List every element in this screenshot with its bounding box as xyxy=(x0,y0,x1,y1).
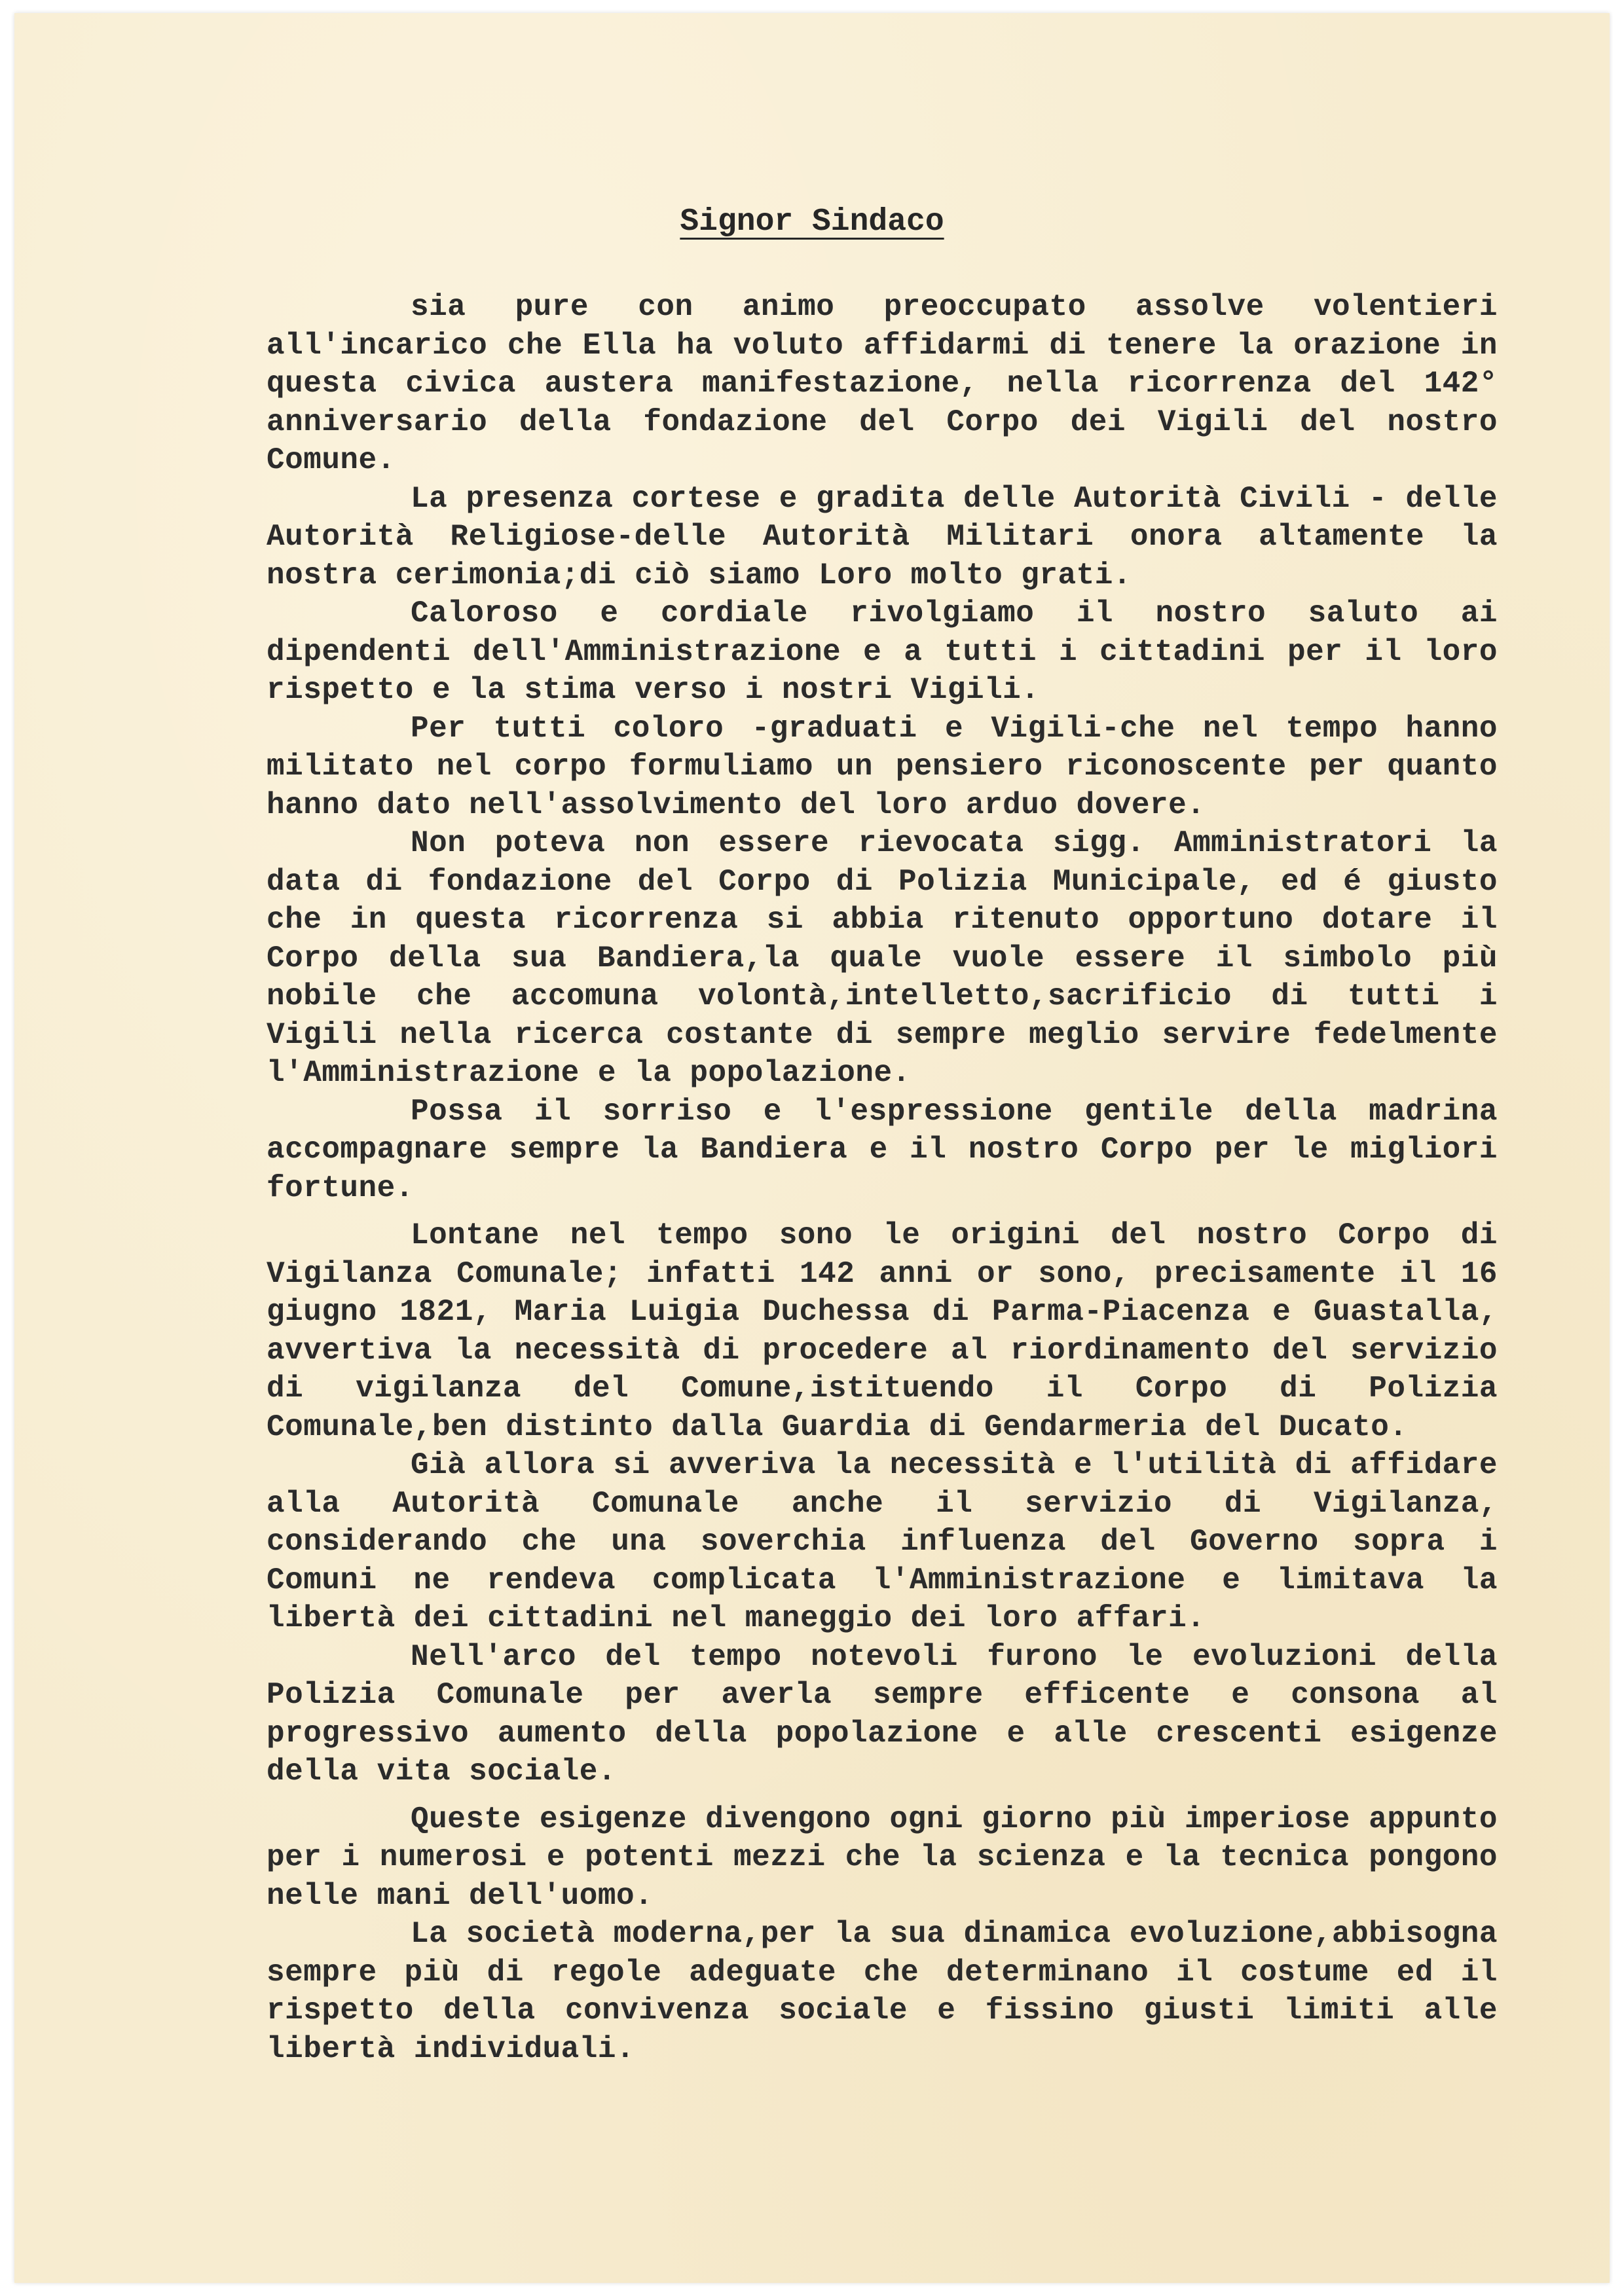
page-title: Signor Sindaco xyxy=(680,204,944,240)
paragraph-3: Caloroso e cordiale rivolgiamo il nostro saluto ai dipendenti dell'Amministrazione e a tutti i cittadini per il loro rispetto e la stima verso i nostri Vigili. xyxy=(267,596,1498,707)
typewritten-page xyxy=(14,13,1610,2283)
paragraph-6: Possa il sorriso e l'espressione gentile della madrina accompagnare sempre la Bandiera e il nostro Corpo per le migliori fortune. xyxy=(267,1094,1498,1205)
paragraph-7: Lontane nel tempo sono le origini del nostro Corpo di Vigilanza Comunale; infatti 142 anni or sono, precisamente il 16 giugno 1821, Maria Luigia Duchessa di Parma-Piacenza e Guastalla, avvertiva la necessità di procedere al riordinamento del servizio di vigilanza del Comune,istituendo il Corpo di Polizia Comunale,ben distinto dalla Guardia di Gendarmeria del Ducato. xyxy=(267,1218,1498,1444)
speech-body xyxy=(267,288,1498,2068)
paragraph-4: Per tutti coloro -graduati e Vigili-che nel tempo hanno militato nel corpo formuliamo un pensiero riconoscente per quanto hanno dato nell'assolvimento del loro arduo dovere. xyxy=(267,711,1498,822)
paragraph-2: La presenza cortese e gradita delle Autorità Civili - delle Autorità Religiose-delle Autorità Militari onora altamente la nostra cerimonia;di ciò siamo Loro molto grati. xyxy=(267,481,1498,592)
paragraph-9: Nell'arco del tempo notevoli furono le evoluzioni della Polizia Comunale per averla sempre efficente e consona al progressivo aumento della popolazione e alle crescenti esigenze della vita sociale. xyxy=(267,1639,1498,1789)
paragraph-5: Non poteva non essere rievocata sigg. Amministratori la data di fondazione del Corpo di Polizia Municipale, ed é giusto che in questa ricorrenza si abbia ritenuto opportuno dotare il Corpo della sua Bandiera,la quale vuole essere il simbolo più nobile che accomuna volontà,intelletto,sacrificio di tutti i Vigili nella ricerca costante di sempre meglio servire fedelmente l'Amministrazione e la popolazione. xyxy=(267,826,1498,1090)
paragraph-10: Queste esigenze divengono ogni giorno più imperiose appunto per i numerosi e potenti mezzi che la scienza e la tecnica pongono nelle mani dell'uomo. xyxy=(267,1802,1498,1913)
paragraph-11: La società moderna,per la sua dinamica evoluzione,abbisogna sempre più di regole adeguate che determinano il costume ed il rispetto della convivenza sociale e fissino giusti limiti alle libertà individuali. xyxy=(267,1917,1498,2066)
paragraph-8: Già allora si avveriva la necessità e l'utilità di affidare alla Autorità Comunale anche il servizio di Vigilanza, considerando che una soverchia influenza del Governo sopra i Comuni ne rendeva complicata l'Amministrazione e limitava la libertà dei cittadini nel maneggio dei loro affari. xyxy=(267,1448,1498,1635)
paragraph-1: sia pure con animo preoccupato assolve volentieri all'incarico che Ella ha voluto affidarmi di tenere la orazione in questa civica austera manifestazione, nella ricorrenza del 142° anniversario della fondazione del Corpo dei Vigili del nostro Comune. xyxy=(267,290,1498,477)
